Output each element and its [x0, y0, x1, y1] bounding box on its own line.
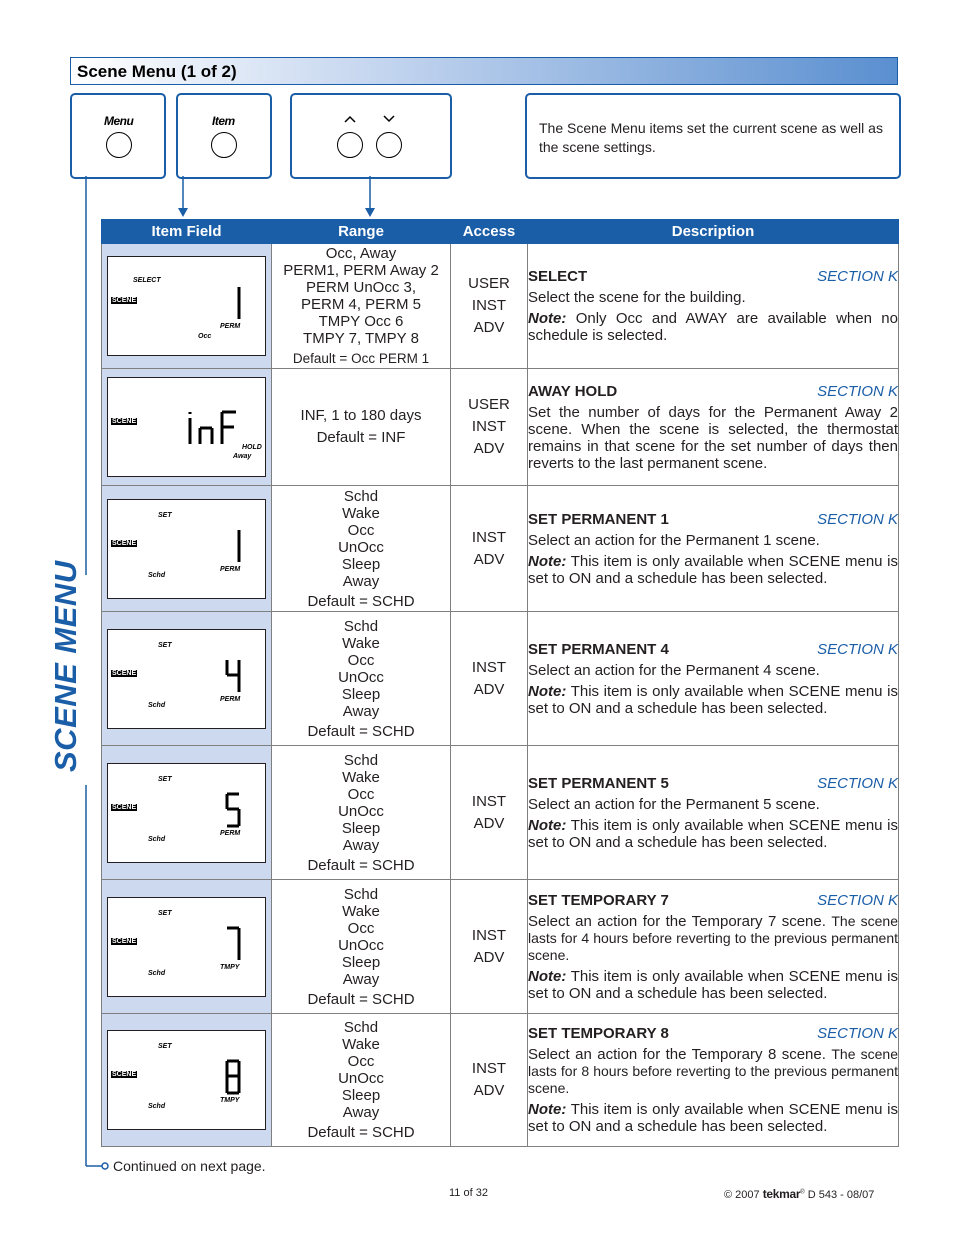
note-text: This item is only available when SCENE menu is set to ON and a schedule has been selected. — [528, 967, 898, 1002]
lcd-digit — [225, 926, 245, 964]
range-value: UnOcc — [338, 802, 384, 820]
access-level: ADV — [473, 319, 505, 336]
item-name: SELECT — [528, 268, 588, 285]
lcd-display — [107, 256, 266, 356]
table-row — [102, 880, 899, 1014]
section-reference: SECTION K — [817, 640, 898, 658]
header-range: Range — [272, 220, 451, 244]
item-field-cell — [102, 880, 272, 1014]
range-value: Sleep — [341, 555, 381, 573]
range-value: Sleep — [341, 953, 381, 971]
scene-menu-table — [101, 219, 899, 1147]
lcd-display — [107, 499, 266, 599]
item-note — [528, 1101, 898, 1135]
item-note — [528, 968, 898, 1002]
lcd-display — [107, 897, 266, 997]
range-value: Occ — [347, 521, 375, 539]
lcd-digit — [225, 285, 245, 323]
item-field-cell — [102, 746, 272, 880]
section-reference: SECTION K — [817, 382, 898, 400]
range-value: Away — [342, 702, 380, 720]
range-value: Sleep — [341, 1087, 381, 1104]
note-label: Note: — [528, 310, 567, 327]
continued-note: Continued on next page. — [113, 1158, 266, 1174]
lcd-digit — [225, 658, 245, 696]
item-description-detail: The scene lasts for 4 hours before reverting to the previous permanent scene. — [528, 912, 898, 963]
range-value: Away — [342, 836, 380, 854]
description-cell — [528, 612, 899, 746]
range-value: Occ — [347, 651, 375, 669]
section-reference: SECTION K — [817, 891, 898, 909]
item-description-detail: The scene lasts for 8 hours before reverting to the previous permanent scene. — [528, 1046, 898, 1096]
header-item-field: Item Field — [102, 220, 272, 244]
note-text: This item is only available when SCENE menu is set to ON and a schedule has been selected. — [528, 682, 898, 717]
access-level: INST — [471, 418, 507, 435]
range-default: Default = SCHD — [307, 722, 415, 740]
lcd-top-label: SET — [158, 641, 172, 649]
note-text: This item is only available when SCENE menu is set to ON and a schedule has been selected. — [528, 816, 898, 851]
range-value: PERM 4, PERM 5 — [300, 296, 422, 313]
access-level: INST — [471, 528, 507, 546]
lcd-scene-label: SCENE — [112, 297, 137, 304]
access-cell — [451, 369, 528, 486]
range-value: Occ — [347, 785, 375, 803]
lcd-digit-value — [108, 257, 109, 258]
description-cell — [528, 746, 899, 880]
description-cell — [528, 486, 899, 612]
table-row — [102, 486, 899, 612]
item-key-label: Item — [212, 114, 235, 128]
access-level: USER — [468, 396, 510, 413]
item-name: SET TEMPORARY 8 — [528, 1025, 669, 1042]
lcd-scene-label: SCENE — [112, 803, 137, 811]
lcd-mode-label: HOLD — [242, 444, 262, 451]
item-name: SET PERMANENT 1 — [528, 510, 669, 528]
access-level: INST — [471, 926, 507, 944]
access-cell — [451, 880, 528, 1014]
note-text: This item is only available when SCENE menu is set to ON and a schedule has been selected. — [528, 1101, 898, 1135]
range-value: Away — [342, 572, 380, 590]
table-row — [102, 369, 899, 486]
range-value: Wake — [342, 1036, 380, 1053]
note-label: Note: — [528, 682, 567, 700]
lcd-top-label: SET — [158, 1043, 172, 1050]
lcd-digit-value — [108, 1031, 109, 1032]
lcd-top-label: SET — [158, 775, 172, 783]
lcd-display — [107, 1030, 266, 1130]
page-number: 11 of 32 — [449, 1187, 488, 1199]
table-row — [102, 244, 899, 369]
item-name: SET TEMPORARY 7 — [528, 891, 669, 909]
item-description-text: Select an action for the Permanent 4 scene. — [528, 661, 820, 679]
range-value: Occ — [347, 919, 375, 937]
description-cell — [528, 880, 899, 1014]
access-level: USER — [468, 275, 510, 292]
lcd-mode-label: PERM — [220, 829, 241, 837]
section-reference: SECTION K — [817, 510, 898, 528]
range-cell — [272, 880, 451, 1014]
range-value: Wake — [342, 902, 380, 920]
lcd-scene-label: SCENE — [112, 539, 137, 547]
lcd-scene-label: SCENE — [112, 669, 137, 677]
description-header — [528, 1025, 898, 1042]
lcd-top-label: SET — [158, 511, 172, 519]
footer-brand-line: © 2007 tekmar® D 543 - 08/07 — [724, 1187, 875, 1201]
lcd-bottom-label: Away — [233, 453, 252, 460]
access-level: ADV — [473, 1082, 505, 1099]
access-level: INST — [471, 1060, 507, 1077]
range-value: Away — [342, 1104, 380, 1121]
note-text: Only Occ and AWAY are available when no schedule is selected. — [528, 310, 898, 344]
lcd-scene-label: SCENE — [112, 418, 137, 425]
item-field-cell — [102, 1014, 272, 1147]
range-value: PERM1, PERM Away 2 — [283, 262, 439, 279]
range-cell — [272, 486, 451, 612]
range-cell — [272, 244, 451, 369]
item-description — [528, 532, 898, 549]
item-description — [528, 913, 898, 964]
lcd-top-label: SET — [158, 909, 172, 917]
range-value: Schd — [343, 617, 379, 635]
section-reference: SECTION K — [817, 268, 898, 285]
lcd-bottom-label: Schd — [148, 969, 166, 977]
range-default: Default = SCHD — [307, 856, 415, 874]
range-value: Away — [342, 970, 380, 988]
lcd-mode-label: TMPY — [220, 963, 240, 971]
description-header — [528, 511, 898, 528]
table-row — [102, 746, 899, 880]
item-name: SET PERMANENT 4 — [528, 640, 669, 658]
lcd-mode-label: PERM — [220, 565, 241, 573]
lcd-mode-label: PERM — [220, 695, 241, 703]
item-description — [528, 662, 898, 679]
lcd-digit-value — [108, 764, 109, 765]
range-value: Schd — [343, 751, 379, 769]
access-level: ADV — [473, 440, 505, 457]
item-note — [528, 310, 898, 344]
section-reference: SECTION K — [817, 774, 898, 792]
lcd-scene-label: SCENE — [112, 1071, 137, 1078]
range-value: Wake — [342, 504, 380, 522]
access-cell — [451, 746, 528, 880]
access-level: INST — [471, 658, 507, 676]
access-level: INST — [471, 297, 507, 314]
range-default: Default = SCHD — [307, 1124, 415, 1141]
lcd-digit-value — [108, 898, 109, 899]
range-value: Wake — [342, 768, 380, 786]
access-cell — [451, 612, 528, 746]
range-value: INF, 1 to 180 days — [300, 407, 422, 424]
access-level: ADV — [473, 550, 505, 568]
range-value: Occ — [347, 1053, 375, 1070]
access-cell — [451, 244, 528, 369]
item-description-text: Select the scene for the building. — [528, 289, 746, 306]
lcd-bottom-label: Schd — [148, 701, 166, 709]
item-description — [528, 796, 898, 813]
range-value: Occ, Away — [325, 245, 397, 262]
item-description-text: Set the number of days for the Permanent Away 2 scene. When the scene is selected, the thermostat remains in that scene for the set number of days then reverts to the last permanent scene. — [528, 403, 898, 472]
range-value: Schd — [343, 487, 379, 505]
lcd-top-label: SELECT — [133, 277, 161, 284]
lcd-display — [107, 629, 266, 729]
range-value: Schd — [343, 885, 379, 903]
range-value: UnOcc — [338, 668, 384, 686]
item-description-text: Select an action for the Permanent 5 scene. — [528, 795, 820, 813]
doc-number: D 543 - 08/07 — [807, 1189, 875, 1201]
note-label: Note: — [528, 967, 567, 985]
description-header — [528, 892, 898, 909]
lcd-bottom-label: Schd — [148, 1103, 166, 1110]
lcd-digit — [225, 528, 245, 566]
range-value: TMPY 7, TMPY 8 — [303, 330, 419, 347]
item-description — [528, 1046, 898, 1097]
item-note — [528, 683, 898, 717]
item-description-text: Select an action for the Temporary 8 scene. — [528, 1046, 826, 1063]
range-value: Wake — [342, 634, 380, 652]
table-row — [102, 612, 899, 746]
item-name: AWAY HOLD — [528, 382, 618, 400]
range-value: Sleep — [341, 819, 381, 837]
lcd-digit-value — [108, 630, 109, 631]
item-description — [528, 289, 898, 306]
note-label: Note: — [528, 816, 567, 834]
section-title: Scene Menu (1 of 2) — [77, 62, 237, 81]
range-default: Default = Occ PERM 1 — [292, 351, 430, 366]
note-text: This item is only available when SCENE menu is set to ON and a schedule has been selected. — [528, 552, 898, 587]
lcd-bottom-label: Occ — [198, 333, 212, 340]
item-field-cell — [102, 369, 272, 486]
range-value: UnOcc — [338, 1070, 384, 1087]
access-level: ADV — [473, 814, 505, 832]
lcd-digit-value — [108, 500, 109, 501]
brand-logo: tekmar — [762, 1187, 801, 1201]
lcd-digit — [225, 792, 245, 830]
access-level: INST — [471, 792, 507, 810]
range-cell — [272, 1014, 451, 1147]
item-note — [528, 817, 898, 851]
lcd-mode-label: PERM — [220, 323, 241, 330]
item-name: SET PERMANENT 5 — [528, 774, 669, 792]
access-level: ADV — [473, 680, 505, 698]
note-label: Note: — [528, 1101, 567, 1118]
item-note — [528, 553, 898, 587]
description-header — [528, 268, 898, 285]
access-cell — [451, 1014, 528, 1147]
range-value: PERM UnOcc 3, — [305, 279, 417, 296]
item-description-text: Select an action for the Permanent 1 scene. — [528, 531, 820, 549]
range-default: Default = SCHD — [307, 592, 415, 610]
header-access: Access — [451, 220, 528, 244]
item-field-cell — [102, 612, 272, 746]
item-description — [528, 404, 898, 472]
range-cell — [272, 612, 451, 746]
description-header — [528, 641, 898, 658]
side-title-text: SCENE MENU — [48, 560, 83, 772]
section-reference: SECTION K — [817, 1025, 898, 1042]
menu-key-label: Menu — [104, 114, 134, 128]
lcd-display — [107, 377, 266, 477]
range-default: Default = INF — [316, 429, 406, 446]
item-field-cell — [102, 244, 272, 369]
description-cell — [528, 244, 899, 369]
range-cell — [272, 746, 451, 880]
lcd-scene-label: SCENE — [112, 937, 137, 945]
access-level: ADV — [473, 948, 505, 966]
range-cell — [272, 369, 451, 486]
lcd-display — [107, 763, 266, 863]
range-value: UnOcc — [338, 936, 384, 954]
range-value: TMPY Occ 6 — [318, 313, 404, 330]
lcd-digit — [186, 410, 246, 448]
info-text: The Scene Menu items set the current scene as well as the scene settings. — [539, 120, 883, 155]
note-label: Note: — [528, 552, 567, 570]
description-cell — [528, 1014, 899, 1147]
access-cell — [451, 486, 528, 612]
header-description: Description — [528, 220, 899, 244]
range-value: Schd — [343, 1019, 379, 1036]
lcd-digit — [225, 1059, 245, 1097]
lcd-bottom-label: Schd — [148, 835, 166, 843]
item-description-text: Select an action for the Temporary 7 scene. — [528, 912, 826, 930]
range-default: Default = SCHD — [307, 990, 415, 1008]
range-value: Sleep — [341, 685, 381, 703]
table-row — [102, 1014, 899, 1147]
range-value: UnOcc — [338, 538, 384, 556]
lcd-bottom-label: Schd — [148, 571, 166, 579]
lcd-digit-value — [108, 378, 109, 379]
description-header — [528, 383, 898, 400]
lcd-mode-label: TMPY — [220, 1097, 240, 1104]
item-field-cell — [102, 486, 272, 612]
description-header — [528, 775, 898, 792]
copyright: © 2007 — [724, 1189, 760, 1201]
description-cell — [528, 369, 899, 486]
